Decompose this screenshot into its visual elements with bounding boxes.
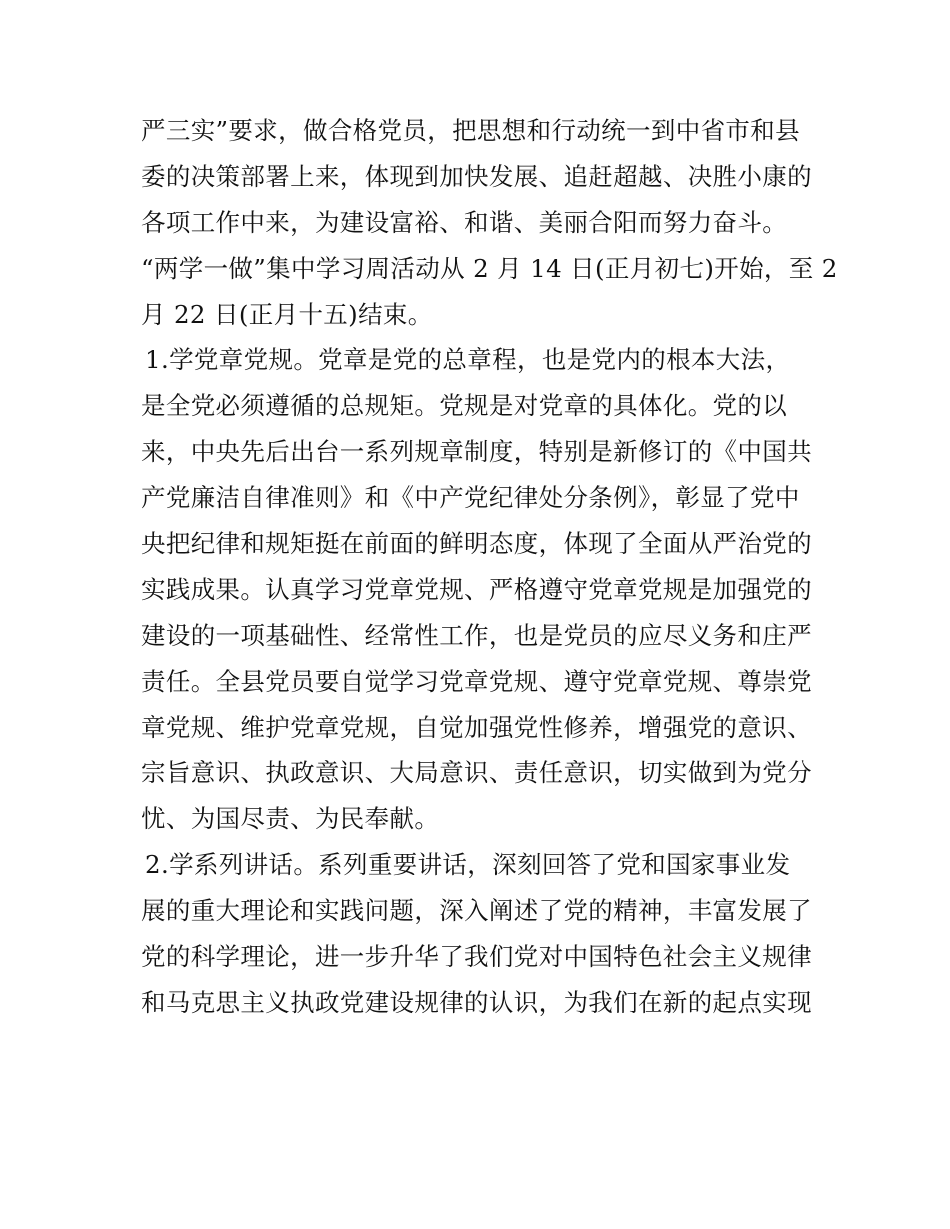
text-line: 央把纪律和规矩挺在前面的鲜明态度，体现了全面从严治党的 — [141, 529, 812, 559]
text-line: 宗旨意识、执政意识、大局意识、责任意识，切实做到为党分 — [141, 758, 812, 788]
text-line: 章党规、维护党章党规，自觉加强党性修养，增强党的意识、 — [141, 712, 812, 742]
section-heading-line: 1.学党章党规。党章是党的总章程，也是党内的根本大法， — [145, 345, 791, 375]
text-line: 月 22 日(正月十五)结束。 — [141, 299, 433, 329]
body-text — [141, 108, 838, 1026]
text-line: 忧、为国尽责、为民奉献。 — [141, 804, 440, 834]
text-line: 责任。全县党员要自觉学习党章党规、遵守党章党规、尊崇党 — [141, 666, 812, 696]
text-line: 各项工作中来，为建设富裕、和谐、美丽合阳而努力奋斗。 — [141, 207, 788, 237]
text-line: 和马克思主义执政党建设规律的认识，为我们在新的起点实现 — [141, 987, 812, 1017]
section-heading-line: 2.学系列讲话。系列重要讲话，深刻回答了党和国家事业发 — [145, 850, 791, 880]
text-line: 实践成果。认真学习党章党规、严格遵守党章党规是加强党的 — [141, 574, 812, 604]
text-line: 建设的一项基础性、经常性工作，也是党员的应尽义务和庄严 — [141, 620, 812, 650]
text-line: “两学一做”集中学习周活动从 2 月 14 日(正月初七)开始，至 2 — [141, 253, 838, 283]
text-line: 委的决策部署上来，体现到加快发展、追赶超越、决胜小康的 — [141, 161, 812, 191]
text-line: 严三实”要求，做合格党员，把思想和行动统一到中省市和县 — [141, 116, 800, 145]
text-line: 是全党必须遵循的总规矩。党规是对党章的具体化。党的以 — [141, 391, 788, 421]
text-line: 来，中央先后出台一系列规章制度，特别是新修订的《中国共 — [141, 437, 812, 467]
text-line: 产党廉洁自律准则》和《中产党纪律处分条例》，彰显了党中 — [141, 483, 800, 513]
text-line: 展的重大理论和实践问题，深入阐述了党的精神，丰富发展了 — [141, 896, 812, 926]
text-line: 党的科学理论，进一步升华了我们党对中国特色社会主义规律 — [141, 942, 812, 972]
